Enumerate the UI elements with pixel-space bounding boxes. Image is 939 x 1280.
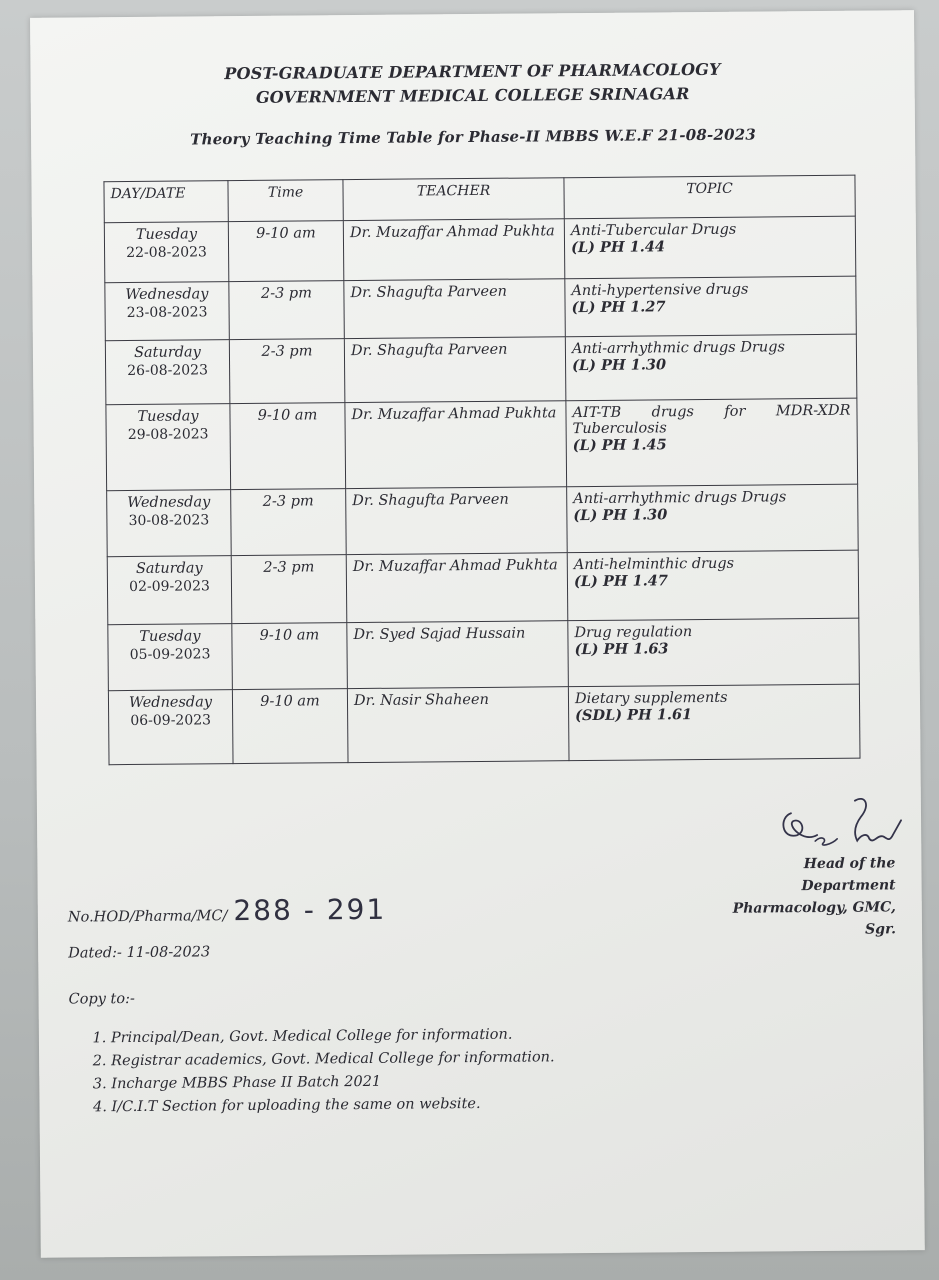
time-cell: 2-3 pm [229,281,345,340]
table-row [106,398,858,491]
day-cell [105,282,230,341]
day-cell [107,556,232,625]
date-value: 05-09-2023 [129,646,211,664]
reference-number [68,893,387,929]
copy-to-label: Copy to:- [68,990,135,1008]
teacher-cell: Dr. Shagufta Parveen [344,337,566,403]
topic-name: AIT-TB drugs for MDR-XDR Tuberculosis [572,402,851,438]
day-cell [107,490,232,557]
topic-cell [568,618,860,687]
column-header-teacher: TEACHER [343,178,564,221]
topic-cell [564,216,856,279]
topic-cell [565,334,857,401]
timetable [103,175,860,766]
date-value: 22-08-2023 [126,244,207,262]
day-cell [108,624,233,691]
day-cell [108,690,233,765]
day-cell [104,222,229,283]
day-name: Wednesday [127,494,211,512]
handwritten-signature [757,794,908,855]
date-value: 26-08-2023 [127,362,209,380]
topic-code: (L) PH 1.44 [570,238,666,257]
day-name: Tuesday [137,408,199,425]
topic-name: Anti-hypertensive drugs [571,281,749,300]
time-cell: 9-10 am [228,221,344,282]
table-row [108,684,860,765]
date-value: 29-08-2023 [127,426,209,444]
table-row [107,484,859,557]
time-cell: 9-10 am [230,403,346,490]
list-item: 4. I/C.I.T Section for uploading the same on website. [111,1092,555,1119]
time-cell: 9-10 am [232,689,348,764]
college-heading: GOVERNMENT MEDICAL COLLEGE SRINAGAR [255,84,690,107]
signature-block [705,852,896,942]
topic-cell [565,276,856,337]
table-row [105,276,856,341]
topic-name: Anti-arrhythmic drugs Drugs [573,489,787,508]
day-cell [105,340,230,405]
reference-label: No.HOD/Pharma/MC/ [67,908,228,926]
topic-name: Anti-helminthic drugs [573,555,735,574]
day-name: Tuesday [135,226,198,243]
copy-to-list [91,1023,555,1119]
column-header-time: Time [228,180,343,222]
topic-name: Anti-Tubercular Drugs [570,221,737,240]
signatory-department: Pharmacology, GMC, Sgr. [732,899,897,938]
time-cell: 2-3 pm [231,489,347,556]
topic-code: (L) PH 1.47 [573,572,668,591]
department-heading: POST-GRADUATE DEPARTMENT OF PHARMACOLOGY [224,59,721,84]
teacher-cell: Dr. Nasir Shaheen [347,687,569,763]
time-cell: 2-3 pm [231,555,347,624]
topic-code: (SDL) PH 1.61 [575,706,693,725]
day-name: Wednesday [125,286,209,304]
document-page [30,10,925,1258]
table-header-row [104,175,855,223]
topic-code: (L) PH 1.30 [573,506,668,525]
date-value: 23-08-2023 [126,304,208,322]
topic-name: Dietary supplements [574,689,728,708]
table-row [104,216,855,283]
column-header-topic: TOPIC [564,175,855,219]
column-header-day: DAY/DATE [104,181,228,223]
day-name: Tuesday [139,628,201,645]
topic-name: Anti-arrhythmic drugs Drugs [571,339,785,358]
handwritten-reference-number: 288 - 291 [233,892,387,928]
table-row [108,618,860,691]
teacher-cell: Dr. Syed Sajad Hussain [347,621,569,689]
table-row [107,550,859,625]
topic-cell [567,550,859,621]
day-name: Saturday [133,344,201,361]
topic-name: Drug regulation [574,624,693,642]
date-value: 02-09-2023 [129,578,210,596]
topic-code: (L) PH 1.45 [572,436,667,455]
date-value: 06-09-2023 [130,712,212,730]
list-item: 3. Incharge MBBS Phase II Batch 2021 [111,1069,555,1096]
teacher-cell: Dr. Muzaffar Ahmad Pukhta [343,219,565,281]
time-cell: 2-3 pm [229,339,345,404]
topic-code: (L) PH 1.63 [574,640,669,659]
timetable-subtitle: Theory Teaching Time Table for Phase-II MBBS W.E.F 21-08-2023 [190,125,757,149]
teacher-cell: Dr. Muzaffar Ahmad Pukhta [346,553,568,623]
day-name: Saturday [135,560,203,577]
time-cell: 9-10 am [232,623,348,690]
day-cell [106,404,231,491]
date-value: 30-08-2023 [128,512,210,530]
signatory-title: Head of the Department [801,855,896,895]
list-item: 1. Principal/Dean, Govt. Medical College for information. [111,1023,555,1050]
dated-line: Dated:- 11-08-2023 [68,944,211,962]
topic-cell [567,484,859,553]
teacher-cell: Dr. Shagufta Parveen [346,487,568,555]
topic-code: (L) PH 1.27 [571,298,666,317]
day-name: Wednesday [128,694,213,712]
topic-code: (L) PH 1.30 [571,356,667,375]
teacher-cell: Dr. Shagufta Parveen [344,279,565,339]
teacher-cell: Dr. Muzaffar Ahmad Pukhta [345,401,567,489]
topic-cell [568,684,860,761]
table-row [105,334,857,405]
list-item: 2. Registrar academics, Govt. Medical College for information. [111,1046,555,1073]
topic-cell [566,398,858,487]
